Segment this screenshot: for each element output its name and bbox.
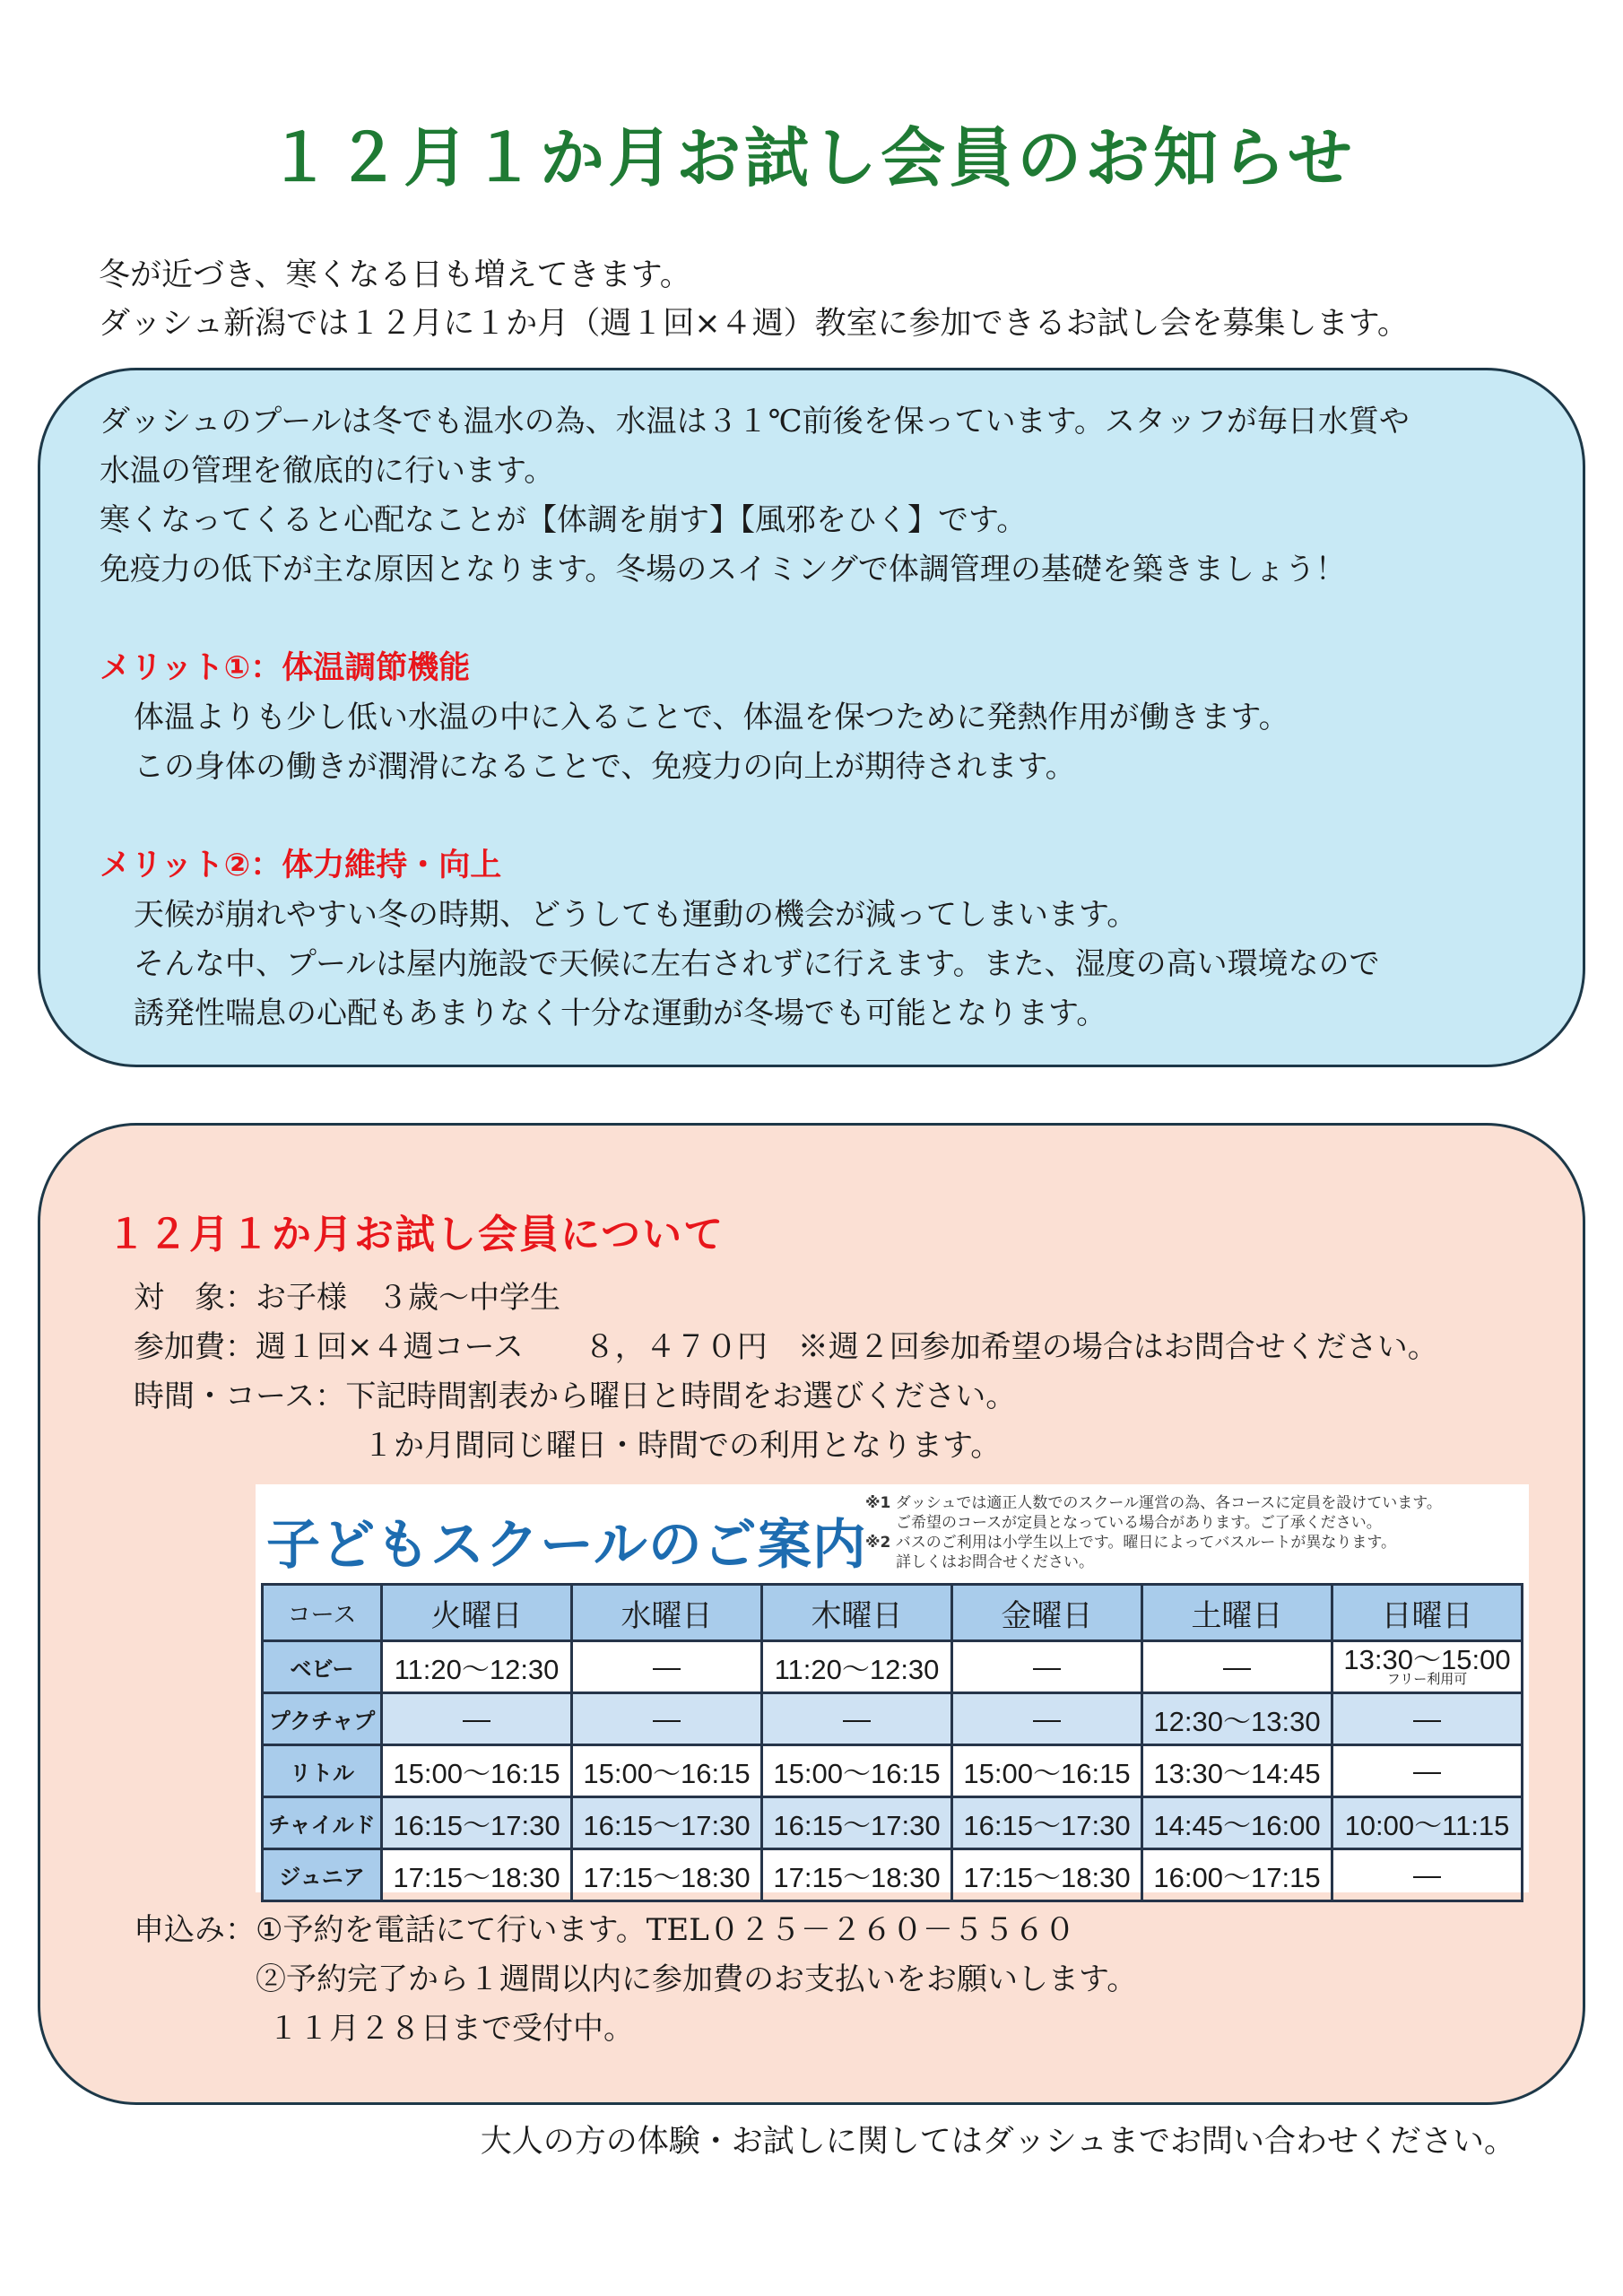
course-name: ジュニア (263, 1849, 382, 1901)
time-cell: 15:00～16:15 (762, 1745, 952, 1797)
course-name: リトル (263, 1745, 382, 1797)
time-cell: 17:15～18:30 (952, 1849, 1142, 1901)
time-cell: 15:00～16:15 (952, 1745, 1142, 1797)
course-name: チャイルド (263, 1797, 382, 1849)
apply-line: ②予約完了から１週間以内に参加費のお支払いをお願いします。 (256, 1961, 1138, 1997)
note-mark: ※2 (865, 1534, 891, 1552)
footer-note: 大人の方の体験・お試しに関してはダッシュまでお問い合わせください。 (480, 2124, 1515, 2160)
note-text: ダッシュでは適正人数でのスクール運営の為、各コースに定員を設けています。 (895, 1494, 1442, 1512)
header-day: 火曜日 (382, 1585, 572, 1641)
target-value: お子様 ３歳～中学生 (256, 1280, 560, 1316)
note-text: バスのご利用は小学生以上です。曜日によってバスルートが異なります。 (895, 1534, 1397, 1552)
merit1-heading: メリット①：体温調節機能 (100, 650, 471, 686)
target-label: 対 象： (134, 1280, 256, 1316)
timetable-title: 子どもスクールのご案内 (266, 1514, 867, 1577)
table-row (263, 1693, 1523, 1745)
paragraph-line: 免疫力の低下が主な原因となります。冬場のスイミングで体調管理の基礎を築きましょう！ (100, 552, 1346, 587)
time-cell: 16:15～17:30 (572, 1797, 762, 1849)
course-name: ベビー (263, 1641, 382, 1693)
header-day: 水曜日 (572, 1585, 762, 1641)
time-cell: 16:00～17:15 (1142, 1849, 1332, 1901)
header-course: コース (263, 1585, 382, 1641)
note-text: 詳しくはお問合せください。 (896, 1553, 1094, 1571)
header-day: 木曜日 (762, 1585, 952, 1641)
time-cell: — (952, 1693, 1142, 1745)
table-row (263, 1641, 1523, 1693)
header-day: 日曜日 (1332, 1585, 1523, 1641)
time-cell: — (1332, 1745, 1523, 1797)
time-cell (1332, 1641, 1523, 1693)
time-cell: 13:30～14:45 (1142, 1745, 1332, 1797)
time-cell-note: フリー利用可 (1386, 1671, 1468, 1687)
time-cell: 16:15～17:30 (952, 1797, 1142, 1849)
time-cell: — (382, 1693, 572, 1745)
fee-value: 週１回×４週コース ８，４７０円 ※週２回参加希望の場合はお問合せください。 (256, 1329, 1438, 1365)
time-cell: 11:20～12:30 (762, 1641, 952, 1693)
time-cell: 17:15～18:30 (572, 1849, 762, 1901)
intro (99, 251, 1409, 348)
note-mark: ※1 (865, 1494, 891, 1512)
time-cell: 11:20～12:30 (382, 1641, 572, 1693)
merit2-line: 天候が崩れやすい冬の時期、どうしても運動の機会が減ってしまいます。 (134, 897, 1138, 933)
timetable (256, 1484, 1529, 1892)
merit2-line: 誘発性喘息の心配もあまりなく十分な運動が冬場でも可能となります。 (134, 996, 1107, 1031)
merit1-line: この身体の働きが潤滑になることで、免疫力の向上が期待されます。 (134, 749, 1076, 785)
time-cell: 15:00～16:15 (572, 1745, 762, 1797)
time-value: 下記時間割表から曜日と時間をお選びください。 (345, 1378, 1017, 1414)
time-cell: 14:45～16:00 (1142, 1797, 1332, 1849)
timetable-notes (865, 1493, 1442, 1572)
schedule-table (261, 1583, 1523, 1902)
merit2-line: そんな中、プールは屋内施設で天候に左右されずに行えます。また、湿度の高い環境なので (134, 946, 1380, 982)
membership-details (134, 1274, 1438, 1471)
header-day: 土曜日 (1142, 1585, 1332, 1641)
pool-info-box (38, 368, 1585, 1067)
time-cell-main: 13:30～15:00 (1343, 1643, 1511, 1675)
time-cell: 16:15～17:30 (762, 1797, 952, 1849)
course-name: プクチャプ (263, 1693, 382, 1745)
time-cell: — (1332, 1849, 1523, 1901)
merit2-heading: メリット②：体力維持・向上 (100, 848, 502, 883)
trial-membership-box (38, 1123, 1585, 2105)
intro-line: ダッシュ新潟では１２月に１か月（週１回×４週）教室に参加できるお試し会を募集します。 (99, 306, 1409, 342)
time-cell: 16:15～17:30 (382, 1797, 572, 1849)
time-cell: 17:15～18:30 (382, 1849, 572, 1901)
table-row (263, 1745, 1523, 1797)
time-cell: 15:00～16:15 (382, 1745, 572, 1797)
fee-label: 参加費： (134, 1329, 256, 1365)
time-cell: 10:00～11:15 (1332, 1797, 1523, 1849)
time-value-2: １か月間同じ曜日・時間での利用となります。 (363, 1428, 1002, 1464)
time-label: 時間・コース： (134, 1378, 346, 1414)
paragraph-line: 水温の管理を徹底的に行います。 (100, 453, 555, 489)
table-header-row (263, 1585, 1523, 1641)
merit1-line: 体温よりも少し低い水温の中に入ることで、体温を保つために発熱作用が働きます。 (134, 700, 1289, 735)
paragraph-line: 寒くなってくると心配なことが【体調を崩す】【風邪をひく】です。 (100, 502, 1028, 538)
header-day: 金曜日 (952, 1585, 1142, 1641)
section-heading: １２月１か月お試し会員について (107, 1212, 725, 1257)
table-row (263, 1797, 1523, 1849)
time-cell: 12:30～13:30 (1142, 1693, 1332, 1745)
paragraph-line: ダッシュのプールは冬でも温水の為、水温は３１℃前後を保っています。スタッフが毎日水質や (100, 404, 1410, 439)
application-details (134, 1906, 1137, 2054)
table-row (263, 1849, 1523, 1901)
intro-line: 冬が近づき、寒くなる日も増えてきます。 (99, 257, 691, 293)
apply-label: 申込み： (134, 1912, 256, 1948)
time-cell: 17:15～18:30 (762, 1849, 952, 1901)
time-cell: — (1142, 1641, 1332, 1693)
note-text: ご希望のコースが定員となっている場合があります。ご了承ください。 (896, 1514, 1382, 1532)
time-cell: — (1332, 1693, 1523, 1745)
page-title: １２月１か月お試し会員のお知らせ (267, 120, 1356, 196)
time-cell: — (952, 1641, 1142, 1693)
apply-line: １１月２８日まで受付中。 (268, 2011, 634, 2047)
time-cell: — (572, 1641, 762, 1693)
time-cell: — (572, 1693, 762, 1745)
time-cell: — (762, 1693, 952, 1745)
apply-line: ①予約を電話にて行います。TEL０２５－２６０－５５６０ (256, 1912, 1075, 1948)
